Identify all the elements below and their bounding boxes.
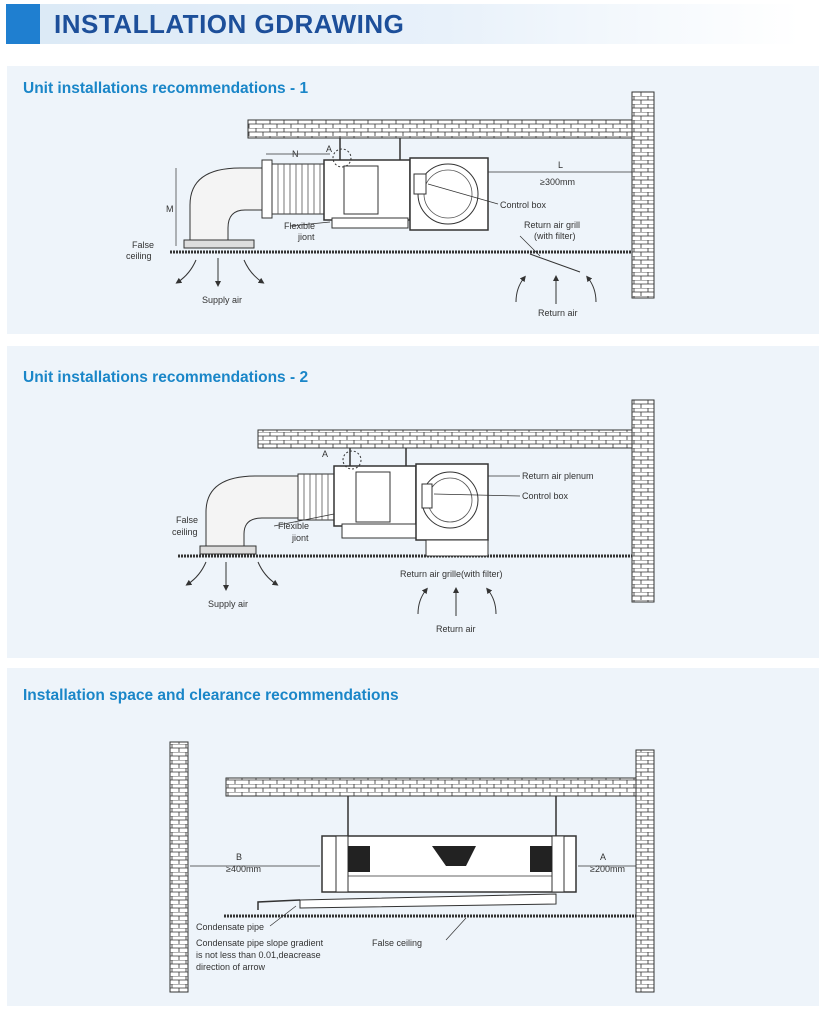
label-control-box: Control box <box>500 200 547 210</box>
return-grille <box>426 540 488 556</box>
label-a: A <box>600 852 607 862</box>
section2-diagram <box>172 400 654 634</box>
label-supply-air: Supply air <box>208 599 249 609</box>
section1-title: Unit installations recommendations - 1 <box>23 80 309 97</box>
flexible-joint <box>272 164 324 214</box>
return-grill <box>530 254 580 272</box>
label-b-clearance: ≥400mm <box>226 864 261 874</box>
label-control-box: Control box <box>522 491 569 501</box>
control-box <box>422 484 432 508</box>
section3-diagram <box>170 742 654 992</box>
label-false: False <box>176 515 199 525</box>
flexible-joint <box>298 474 334 520</box>
label-with-filter: (with filter) <box>534 231 576 241</box>
ceiling-slab <box>248 120 632 138</box>
supply-air-arrow <box>188 562 206 584</box>
drain-pan <box>300 894 556 908</box>
control-box <box>414 174 426 194</box>
label-slope-line1: Condensate pipe slope gradient <box>196 938 324 948</box>
supply-air-arrow <box>244 260 262 282</box>
fan-block <box>348 846 370 872</box>
right-brick-wall <box>636 750 654 992</box>
label-supply-air: Supply air <box>202 295 243 305</box>
supply-duct-elbow <box>206 476 298 548</box>
label-return-grille: Return air grille(with filter) <box>400 569 503 579</box>
label-a: A <box>326 144 333 154</box>
supply-air-arrow <box>178 260 196 282</box>
label-return-air: Return air <box>436 624 476 634</box>
label-joint: jiont <box>298 232 315 242</box>
drain-pan <box>332 218 408 228</box>
return-air-arrow <box>516 278 524 302</box>
return-air-arrow <box>588 278 596 302</box>
section3-title: Installation space and clearance recommendations <box>23 687 399 704</box>
side-bracket <box>336 836 348 892</box>
label-flexible: Flexible <box>284 221 316 231</box>
leader-line <box>446 918 466 940</box>
condensate-pipe <box>258 900 300 910</box>
label-clearance: ≥300mm <box>540 177 575 187</box>
label-return-plenum: Return air plenum <box>522 471 594 481</box>
supply-air-arrow <box>258 562 276 584</box>
fan-block <box>530 846 552 872</box>
label-slope-line3: direction of arrow <box>196 962 266 972</box>
ceiling-slab <box>226 778 636 796</box>
label-joint: jiont <box>292 533 309 543</box>
supply-duct-elbow <box>190 168 262 245</box>
label-slope-line2: is not less than 0.01,deacrease <box>196 950 321 960</box>
label-ceiling: ceiling <box>126 251 152 261</box>
brick-wall <box>632 92 654 298</box>
label-a-clearance: ≥200mm <box>590 864 625 874</box>
motor-plate <box>356 472 390 522</box>
supply-diffuser <box>200 546 256 554</box>
label-l: L <box>558 160 564 170</box>
label-condensate-pipe: Condensate pipe <box>196 922 265 932</box>
page-title: INSTALLATION GDRAWING <box>54 9 405 39</box>
flange <box>262 160 272 218</box>
ceiling-slab <box>258 430 632 448</box>
side-bracket <box>552 836 564 892</box>
label-false: False <box>132 240 155 250</box>
label-false-ceiling: False ceiling <box>372 938 423 948</box>
label-b: B <box>236 852 243 862</box>
label-ceiling: ceiling <box>172 527 198 537</box>
brick-wall <box>632 400 654 602</box>
return-air-arrow <box>418 590 426 614</box>
motor-plate <box>344 166 378 214</box>
left-brick-wall <box>170 742 188 992</box>
drain-pan <box>342 524 416 538</box>
section2-title: Unit installations recommendations - 2 <box>23 369 309 386</box>
label-m: M <box>166 204 174 214</box>
label-n: N <box>292 149 299 159</box>
label-flexible: Flexible <box>278 521 310 531</box>
label-return-air: Return air <box>538 308 578 318</box>
label-return-grill: Return air grill <box>524 220 581 230</box>
section1-diagram <box>126 92 654 318</box>
label-a: A <box>322 449 329 459</box>
supply-diffuser <box>184 240 254 248</box>
return-air-arrow <box>488 590 496 614</box>
